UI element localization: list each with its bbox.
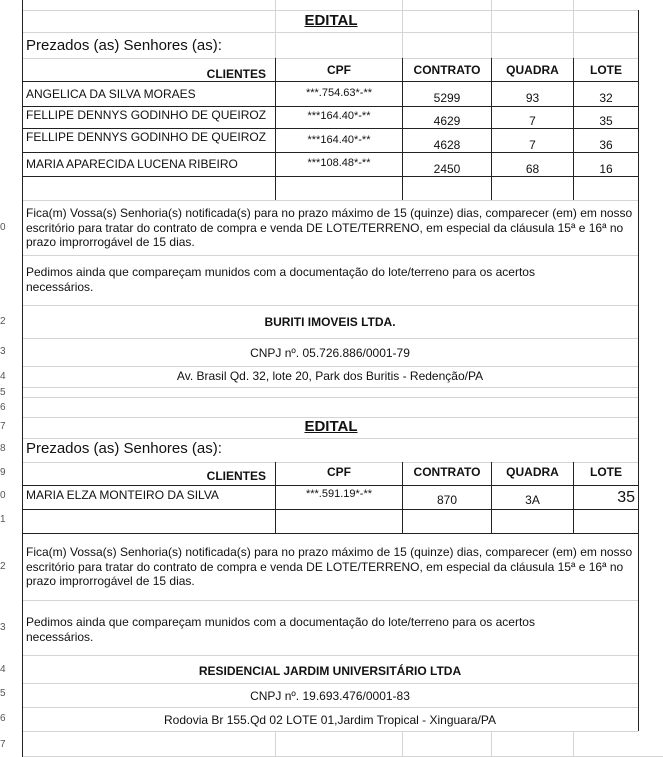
- gridline: [573, 731, 574, 757]
- cell-quadra[interactable]: 3A: [525, 493, 540, 507]
- notice-title[interactable]: EDITAL: [304, 12, 358, 29]
- gridline: [402, 0, 403, 58]
- gridline: [275, 58, 276, 200]
- header-clientes[interactable]: CLIENTES: [206, 67, 266, 81]
- gridline: [22, 509, 638, 510]
- gridline: [22, 10, 638, 11]
- cell-cpf[interactable]: ***164.40*-**: [307, 134, 371, 146]
- gridline: [22, 655, 638, 656]
- row-number[interactable]: 0: [0, 223, 6, 233]
- gridline: [22, 600, 638, 601]
- greeting[interactable]: Prezados (as) Senhores (as):: [26, 37, 222, 54]
- row-number[interactable]: 3: [0, 347, 6, 357]
- cell-cliente[interactable]: MARIA ELZA MONTEIRO DA SILVA: [26, 488, 219, 502]
- notice-paragraph[interactable]: [26, 206, 634, 252]
- row-number[interactable]: 3: [0, 623, 6, 633]
- paragraph-emphasis: DE LOTE/TERRENO: [306, 220, 420, 235]
- gridline: [22, 387, 638, 388]
- header-clientes[interactable]: CLIENTES: [206, 469, 266, 483]
- gridline: [22, 32, 638, 33]
- header-lote[interactable]: LOTE: [590, 465, 622, 479]
- gridline: [638, 10, 639, 731]
- cell-lote[interactable]: 35: [617, 489, 635, 506]
- gridline: [573, 58, 574, 200]
- row-number[interactable]: 7: [0, 740, 6, 750]
- gridline: [22, 106, 638, 107]
- cell-lote[interactable]: 36: [599, 138, 613, 152]
- row-number[interactable]: 8: [0, 444, 6, 454]
- cell-cliente[interactable]: MARIA APARECIDA LUCENA RIBEIRO: [26, 157, 238, 171]
- gridline: [402, 58, 403, 200]
- cell-cliente[interactable]: FELLIPE DENNYS GODINHO DE QUEIROZ: [26, 130, 267, 144]
- paragraph-emphasis: DE LOTE/TERRENO: [306, 559, 420, 574]
- cell-cpf[interactable]: ***164.40*-**: [307, 110, 371, 122]
- cell-contrato[interactable]: 870: [436, 493, 458, 507]
- gridline: [491, 0, 492, 58]
- gridline: [22, 81, 638, 82]
- cell-contrato[interactable]: 5299: [433, 91, 461, 105]
- company-name[interactable]: BURITI IMOVEIS LTDA.: [264, 315, 396, 329]
- notice-paragraph[interactable]: [26, 545, 634, 591]
- gridline: [22, 707, 638, 708]
- gridline: [573, 0, 574, 58]
- cell-cpf[interactable]: ***.591.19*-**: [305, 488, 373, 500]
- row-number[interactable]: 5: [0, 388, 6, 398]
- cell-contrato[interactable]: 2450: [433, 162, 461, 176]
- company-cnpj[interactable]: CNPJ nº. 05.726.886/0001-79: [250, 346, 410, 360]
- company-address[interactable]: Av. Brasil Qd. 32, lote 20, Park dos Buritis - Redenção/PA: [176, 369, 484, 383]
- gridline: [22, 176, 638, 177]
- cell-quadra[interactable]: 93: [525, 91, 540, 105]
- header-quadra[interactable]: QUADRA: [506, 63, 559, 77]
- gridline: [22, 128, 638, 129]
- gridline: [22, 58, 638, 59]
- gridline: [22, 533, 638, 534]
- company-cnpj[interactable]: CNPJ nº. 19.693.476/0001-83: [250, 689, 410, 703]
- company-address[interactable]: Rodovia Br 155.Qd 02 LOTE 01,Jardim Tropical - Xinguara/PA: [164, 713, 496, 727]
- cell-lote[interactable]: 32: [599, 91, 613, 105]
- row-number[interactable]: 9: [0, 468, 6, 478]
- gridline: [22, 255, 638, 256]
- cell-cpf[interactable]: ***.754.63*-**: [305, 87, 373, 99]
- paragraph-text: , em especial da cláusula 15ª e 16ª no prazo improrrogável de 15 dias.: [26, 559, 624, 588]
- gridline: [22, 438, 638, 439]
- header-contrato[interactable]: CONTRATO: [413, 465, 481, 479]
- company-name[interactable]: RESIDENCIAL JARDIM UNIVERSITÁRIO LTDA: [198, 664, 462, 678]
- row-number[interactable]: 7: [0, 422, 6, 432]
- cell-quadra[interactable]: 7: [529, 114, 536, 128]
- gridline: [491, 731, 492, 757]
- row-number[interactable]: 4: [0, 665, 6, 675]
- cell-contrato[interactable]: 4628: [433, 138, 461, 152]
- notice-title[interactable]: EDITAL: [304, 418, 358, 435]
- row-number[interactable]: 4: [0, 372, 6, 382]
- row-number[interactable]: 0: [0, 491, 6, 501]
- gridline: [22, 485, 638, 486]
- row-number[interactable]: 2: [0, 562, 6, 572]
- gridline: [402, 731, 403, 757]
- cell-cliente[interactable]: ANGELICA DA SILVA MORAES: [26, 87, 196, 101]
- header-cpf[interactable]: CPF: [327, 465, 351, 479]
- cell-lote[interactable]: 35: [599, 114, 613, 128]
- paragraph-text: Fica(m) Vossa(s) Senhoria(s) notificada(s) para no prazo máximo de 15 (quinze) dias, comparecer (em) em nosso escritório para tratar do contrato de compra e venda: [26, 206, 633, 235]
- paragraph-text: , em especial da cláusula 15ª e 16ª no prazo improrrogável de 15 dias.: [26, 220, 624, 249]
- gridline: [22, 397, 638, 398]
- row-number[interactable]: 6: [0, 403, 6, 413]
- gridline: [22, 152, 638, 153]
- gridline: [22, 683, 638, 684]
- row-number[interactable]: 5: [0, 689, 6, 699]
- row-number[interactable]: 1: [0, 515, 6, 525]
- cell-cliente[interactable]: FELLIPE DENNYS GODINHO DE QUEIROZ: [26, 108, 267, 122]
- cell-contrato[interactable]: 4629: [433, 114, 461, 128]
- gridline: [491, 58, 492, 200]
- cell-cpf[interactable]: ***108.48*-**: [307, 157, 371, 169]
- cell-quadra[interactable]: 7: [529, 138, 536, 152]
- cell-lote[interactable]: 16: [599, 162, 613, 176]
- header-contrato[interactable]: CONTRATO: [413, 63, 481, 77]
- gridline: [22, 366, 638, 367]
- row-number[interactable]: 6: [0, 714, 6, 724]
- gridline: [22, 462, 638, 463]
- row-number[interactable]: 2: [0, 317, 6, 327]
- documents-paragraph[interactable]: Pedimos ainda que compareçam munidos com a documentação do lote/terreno para os acertos necessários.: [26, 265, 535, 294]
- header-quadra[interactable]: QUADRA: [506, 465, 559, 479]
- header-cpf[interactable]: CPF: [327, 63, 351, 77]
- greeting[interactable]: Prezados (as) Senhores (as):: [26, 440, 222, 457]
- gridline: [22, 200, 638, 201]
- paragraph-text: Fica(m) Vossa(s) Senhoria(s) notificada(s) para no prazo máximo de 15 (quinze) dias, comparecer (em) em nosso escritório para tratar do contrato de compra e venda: [26, 545, 633, 574]
- documents-paragraph[interactable]: Pedimos ainda que compareçam munidos com a documentação do lote/terreno para os acertos necessários.: [26, 615, 535, 644]
- header-lote[interactable]: LOTE: [590, 63, 622, 77]
- gridline: [22, 305, 638, 306]
- gridline: [22, 338, 638, 339]
- gridline: [22, 731, 638, 732]
- cell-quadra[interactable]: 68: [525, 162, 540, 176]
- gridline: [275, 731, 276, 757]
